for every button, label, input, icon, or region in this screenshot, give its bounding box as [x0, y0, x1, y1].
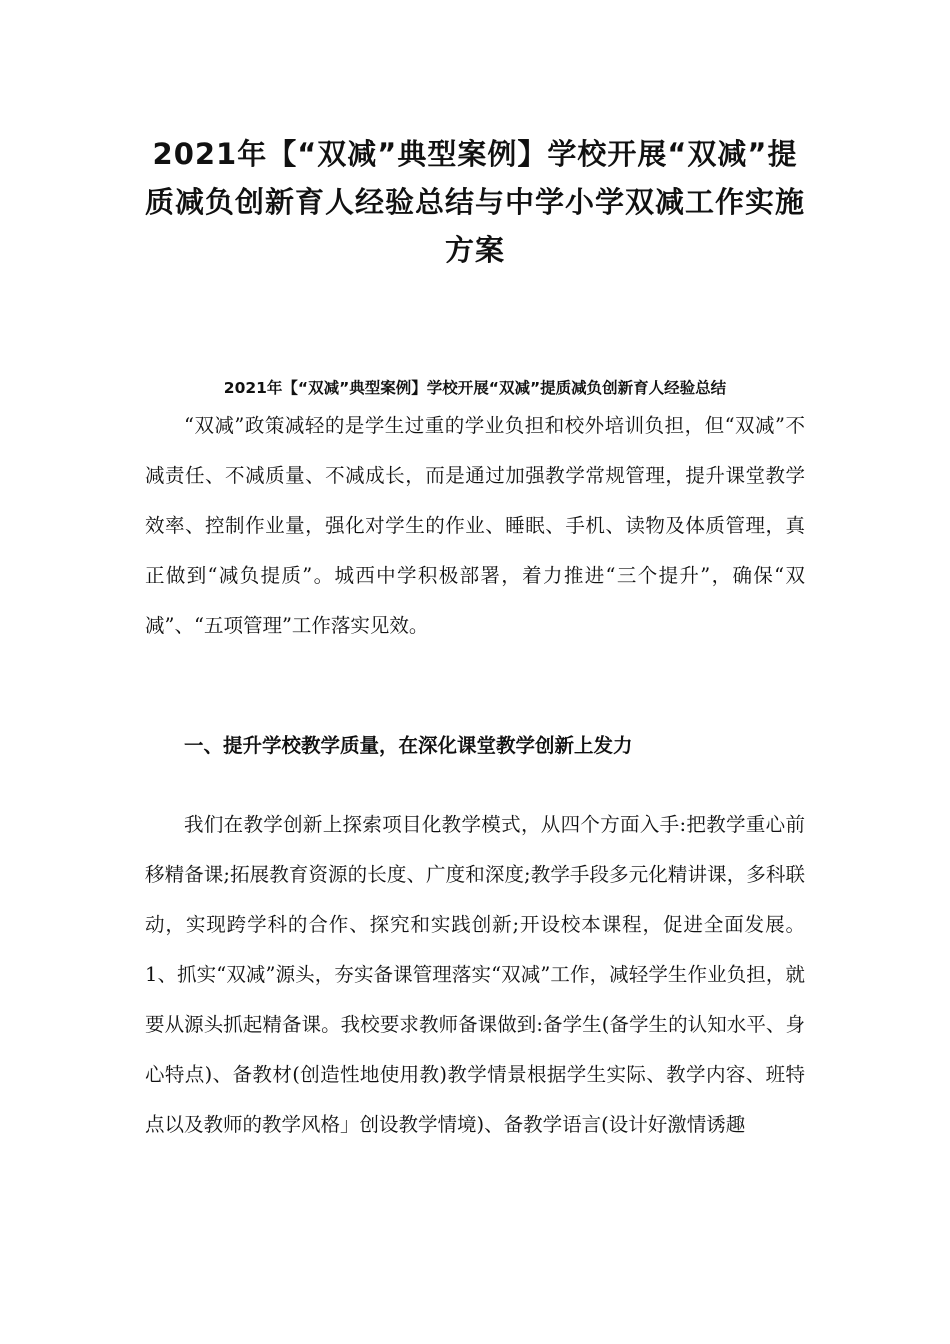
section-heading: 2021年【“双减”典型案例】学校开展“双减”提质减负创新育人经验总结	[223, 379, 727, 397]
subheading-1: 一、提升学校教学质量，在深化课堂教学创新上发力	[184, 734, 633, 757]
intro-paragraph: “双减”政策减轻的是学生过重的学业负担和校外培训负担，但“双减”不减责任、不减质量、不减成长，而是通过加强教学常规管理，提升课堂教学效率、控制作业量，强化对学生的作业、睡眠、手机、读物及体质管理，真正做到“减负提质”。城西中学积极部署，着力推进“三个提升”，确保“双减”、“五项管理”工作落实见效。	[145, 414, 805, 637]
body-paragraph-1: 我们在教学创新上探索项目化教学模式，从四个方面入手:把教学重心前移精备课;拓展教育资源的长度、广度和深度;教学手段多元化精讲课，多科联动，实现跨学科的合作、探究和实践创新;开设校本课程，促进全面发展。1、抓实“双减”源头，夯实备课管理落实“双减”工作，减轻学生作业负担，就要从源头抓起精备课。我校要求教师备课做到:备学生(备学生的认知水平、身心特点)、备教材(创造性地使用教)教学情景根据学生实际、教学内容、班特点以及教师的教学风格」创设教学情境)、备教学语言(设计好激情诱趣	[145, 813, 805, 1136]
document-title: 2021年【“双减”典型案例】学校开展“双减”提质减负创新育人经验总结与中学小学双减工作实施方案	[144, 137, 805, 267]
